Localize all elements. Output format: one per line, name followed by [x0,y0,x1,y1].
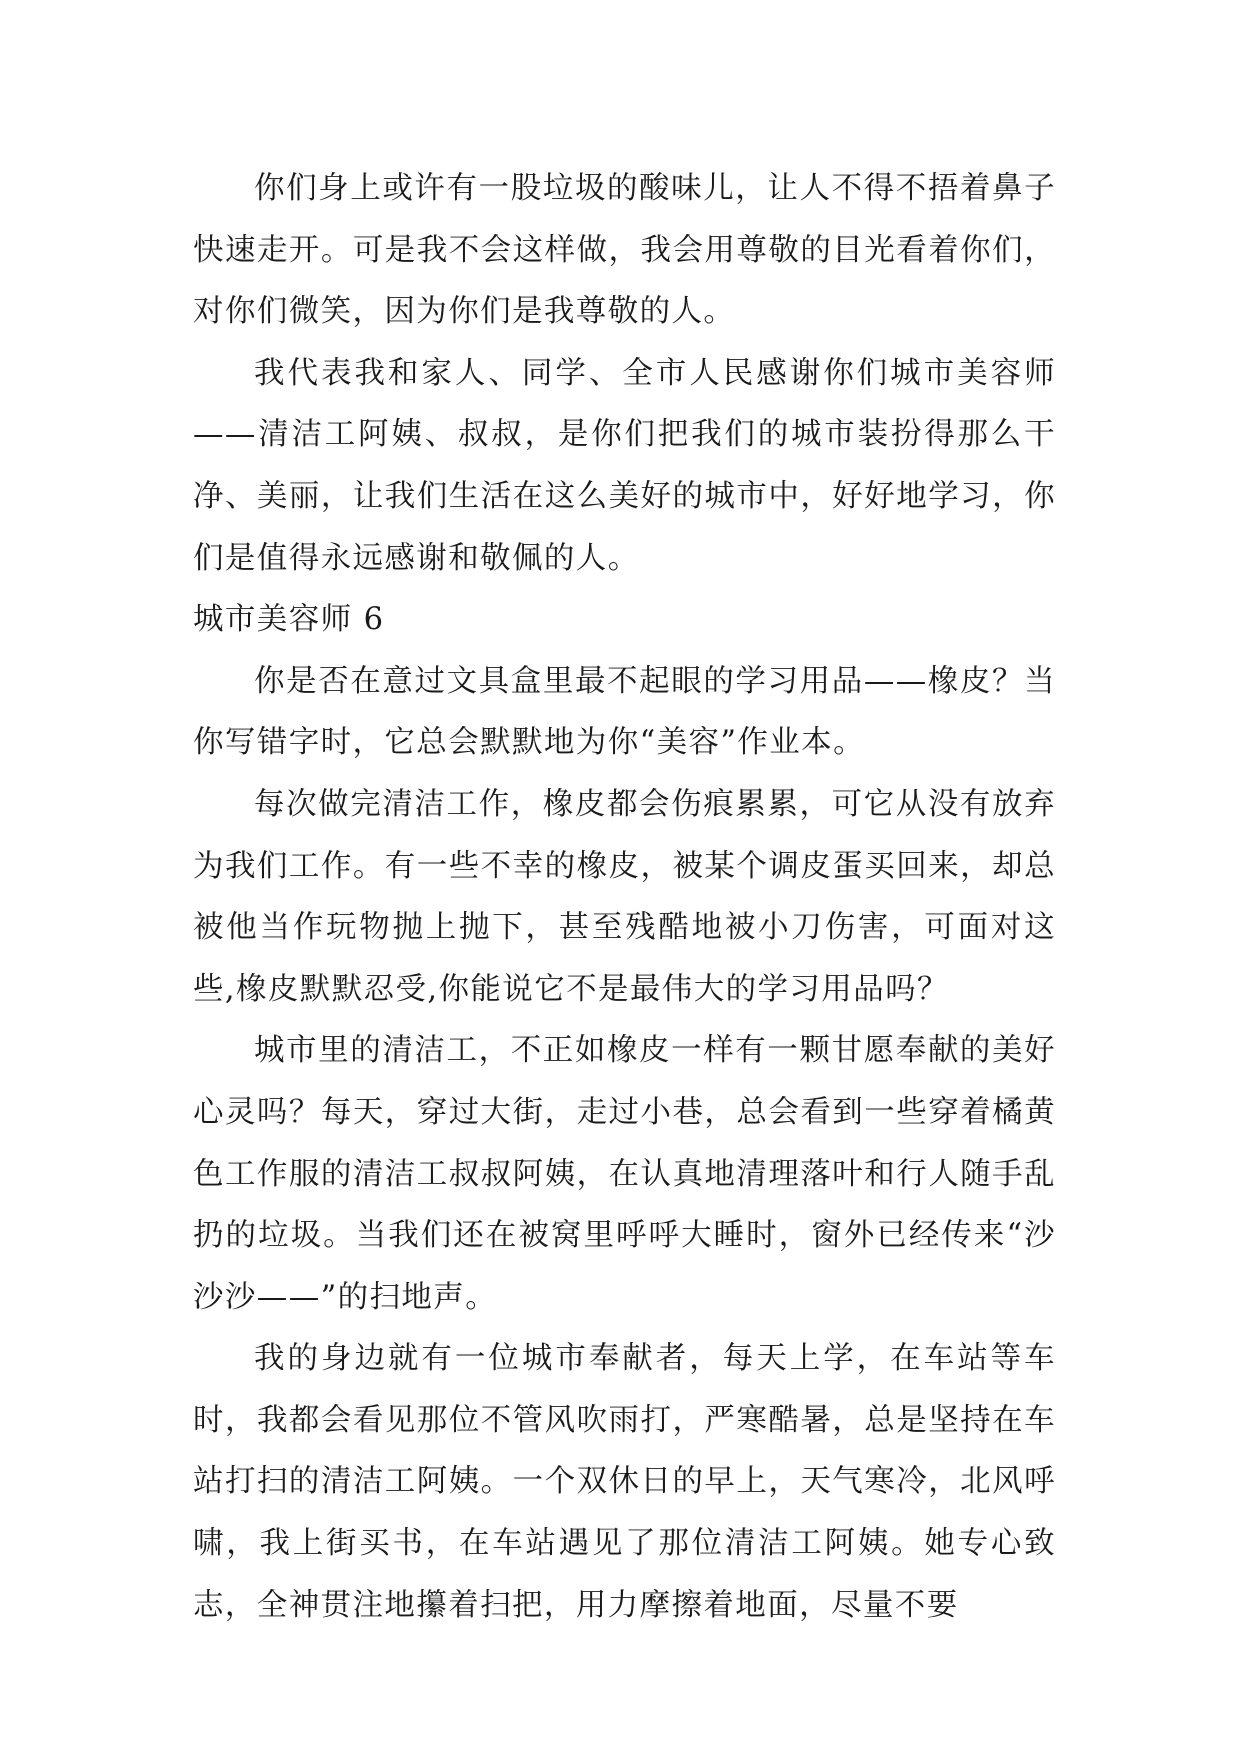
paragraph-station-cleaner: 我的身边就有一位城市奉献者，每天上学，在车站等车时，我都会看见那位不管风吹雨打，严寒酷暑，总是坚持在车站打扫的清洁工阿姨。一个双休日的早上，天气寒冷，北风呼啸，我上街买书，在车站遇见了那位清洁工阿姨。她专心致志，全神贯注地攥着扫把，用力摩擦着地面，尽量不要 [193,1341,1056,1623]
document-body [193,158,1056,1636]
paragraph-eraser-scars: 每次做完清洁工作，橡皮都会伤痕累累，可它从没有放弃为我们工作。有一些不幸的橡皮，被某个调皮蛋买回来，却总被他当作玩物抛上抛下，甚至残酷地被小刀伤害，可面对这些,橡皮默默忍受,你能说它不是最伟大的学习用品吗？ [193,786,1056,1007]
paragraph-city-cleaners: 城市里的清洁工，不正如橡皮一样有一颗甘愿奉献的美好心灵吗？每天，穿过大街，走过小巷，总会看到一些穿着橘黄色工作服的清洁工叔叔阿姨，在认真地清理落叶和行人随手乱扔的垃圾。当我们还在被窝里呼呼大睡时，窗外已经传来“沙沙沙——”的扫地声。 [193,1033,1056,1315]
section-title: 城市美容师 6 [193,602,385,638]
paragraph-thanks-cleaners: 我代表我和家人、同学、全市人民感谢你们城市美容师——清洁工阿姨、叔叔，是你们把我们的城市装扮得那么干净、美丽，让我们生活在这么美好的城市中，好好地学习，你们是值得永远感谢和敬佩的人。 [193,355,1056,576]
paragraph-garbage-smell: 你们身上或许有一股垃圾的酸味儿，让人不得不捂着鼻子快速走开。可是我不会这样做，我会用尊敬的目光看着你们，对你们微笑，因为你们是我尊敬的人。 [193,171,1056,330]
paragraph-eraser-intro: 你是否在意过文具盒里最不起眼的学习用品——橡皮？当你写错字时，它总会默默地为你“美容”作业本。 [193,663,1056,761]
